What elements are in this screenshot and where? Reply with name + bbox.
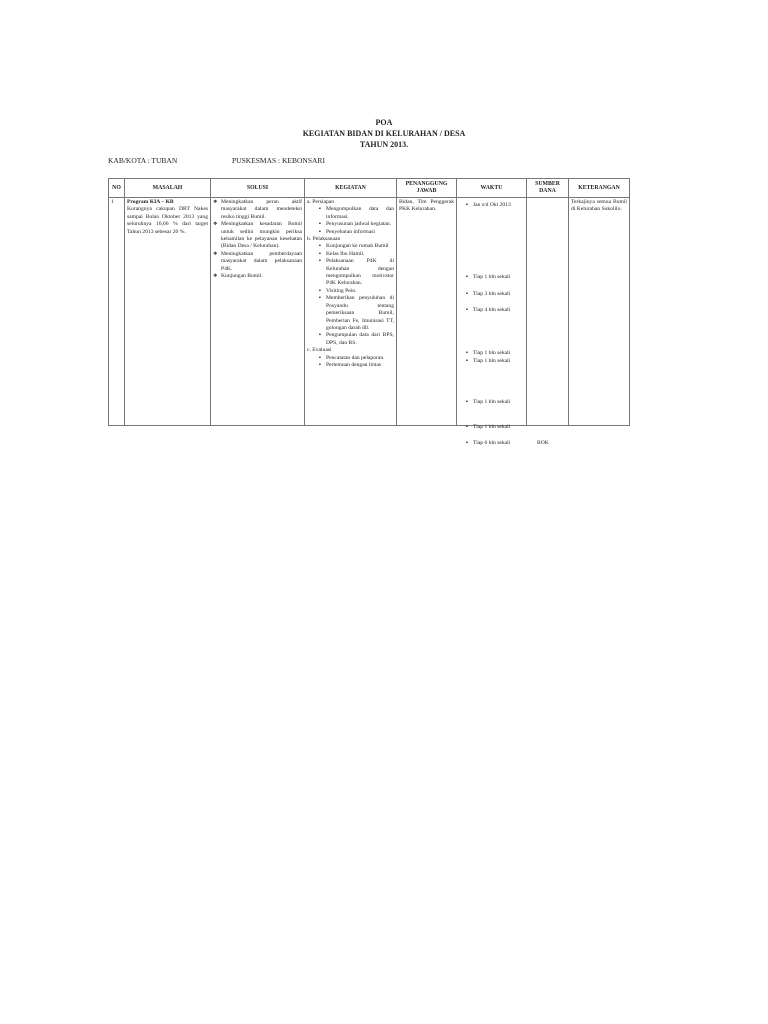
title-line-3: TAHUN 2013. [359,140,409,149]
kegiatan-section-b: b. Pelaksanaan [307,236,341,243]
cell-solusi [211,198,305,426]
waktu-item: ▪ Tiap 1 bln sekali [466,358,510,365]
col-header-kegiatan: KEGIATAN [305,179,397,198]
title-line-1: POA [375,118,393,127]
col-header-sumber-dana: SUMBER DANA [527,179,569,198]
kegiatan-item: ▪ Pencatatan dan pelaporan. [319,355,394,362]
solusi-item: ❖ Meningkatkan kesadaran Bumil untuk sedini mungkin periksa kehamilan ke pelayanan kesehatan (Bidan Desa / Kelurahan). [213,221,302,251]
cell-masalah [125,198,211,426]
sumber-dana-text: BOK [537,440,549,446]
cell-no: 1 [109,198,125,426]
table-header-row [109,179,630,198]
kegiatan-item: ▪ Pelaksanaan P4K di Kelurahan dengan mengumpulkan motivator P4K Kelurahan. [319,258,394,288]
solusi-item: ❖ Meningkatkan pemberdayaan masyarakat dalam pelaksanaan P4K. [213,251,302,273]
col-header-masalah: MASALAH [125,179,211,198]
kegiatan-item: ▪ Penyebaran informasi [319,229,394,236]
solusi-item: ❖ Meningkatkan peran aktif masyarakat dalam mendeteksi resiko tinggi Bumil. [213,199,302,221]
col-header-penanggung-jawab: PENANGGUNG JAWAB [397,179,457,198]
waktu-item: ▪ Tiap 6 bln sekali [466,440,510,447]
kegiatan-section-c: c. Evaluasi [307,347,332,354]
kegiatan-item: ▪ Pertemuan dengan lintas [319,362,394,369]
kegiatan-item: ▪ Mengumpulkan data dan informasi. [319,206,394,221]
cell-keterangan: Terkajinya semua Bumil di Kelurahan Sukolilo. [569,198,630,426]
table-row [109,198,630,426]
program-label: Program KIA – KB [127,199,174,205]
kegiatan-item: ▪ Pengumpulan data dari BPS, DPS, dan RS. [319,332,394,347]
kegiatan-item: ▪ Memberikan penyuluhan di Posyandu tentang pemeriksaan Bumil, Pemberian Fe, Imunisasi TT, golongan darah dll. [319,295,394,332]
kegiatan-item: ▪ Visiting Pein. [319,288,394,295]
kegiatan-item: ▪ Kelas Ibu Hamil. [319,251,394,258]
kabkota-label: KAB/KOTA : TUBAN [108,156,178,165]
waktu-item: ▪ Jan s/d Okt 2013 [466,202,511,209]
cell-kegiatan [305,198,397,426]
waktu-item: ▪ Tiap 4 bln sekali [466,307,510,314]
masalah-text: Kurangnya cakupan DRT Nakes sampai Bulan Oktober 2013 yang seluruhnya 16,66 % dari target Tahun 2013 sebesar 20 %. [127,206,208,235]
cell-penanggung-jawab: Bidan, Tim Penggerak PKK Kelurahan. [397,198,457,426]
solusi-item: ❖ Kunjungan Bumil. [213,273,302,280]
waktu-item: ▪ Tiap 1 bln sekali [466,399,510,406]
waktu-item: ▪ Tiap 1 bln sekali [466,274,510,281]
kegiatan-item: ▪ Penyusunan jadwal kegiatan. [319,221,394,228]
col-header-no: NO [109,179,125,198]
document-title [0,117,768,150]
puskesmas-label: PUSKESMAS : KEBONSARI [232,156,325,165]
kegiatan-item: ▪ Kunjungan ke rumah Bumil [319,243,394,250]
waktu-item: ▪ Tiap 1 bln sekali [466,350,510,357]
cell-sumber-dana [527,198,569,446]
kegiatan-section-a: a. Persiapan [307,199,335,205]
waktu-item: ▪ Tiap 1 bln sekali [466,424,510,431]
waktu-item: ▪ Tiap 3 bln sekali [466,291,510,298]
col-header-keterangan: KETERANGAN [569,179,630,198]
poa-table [108,178,630,446]
cell-waktu [457,198,527,446]
title-line-2: KEGIATAN BIDAN DI KELURAHAN / DESA [302,129,466,138]
col-header-waktu: WAKTU [457,179,527,198]
col-header-solusi: SOLUSI [211,179,305,198]
